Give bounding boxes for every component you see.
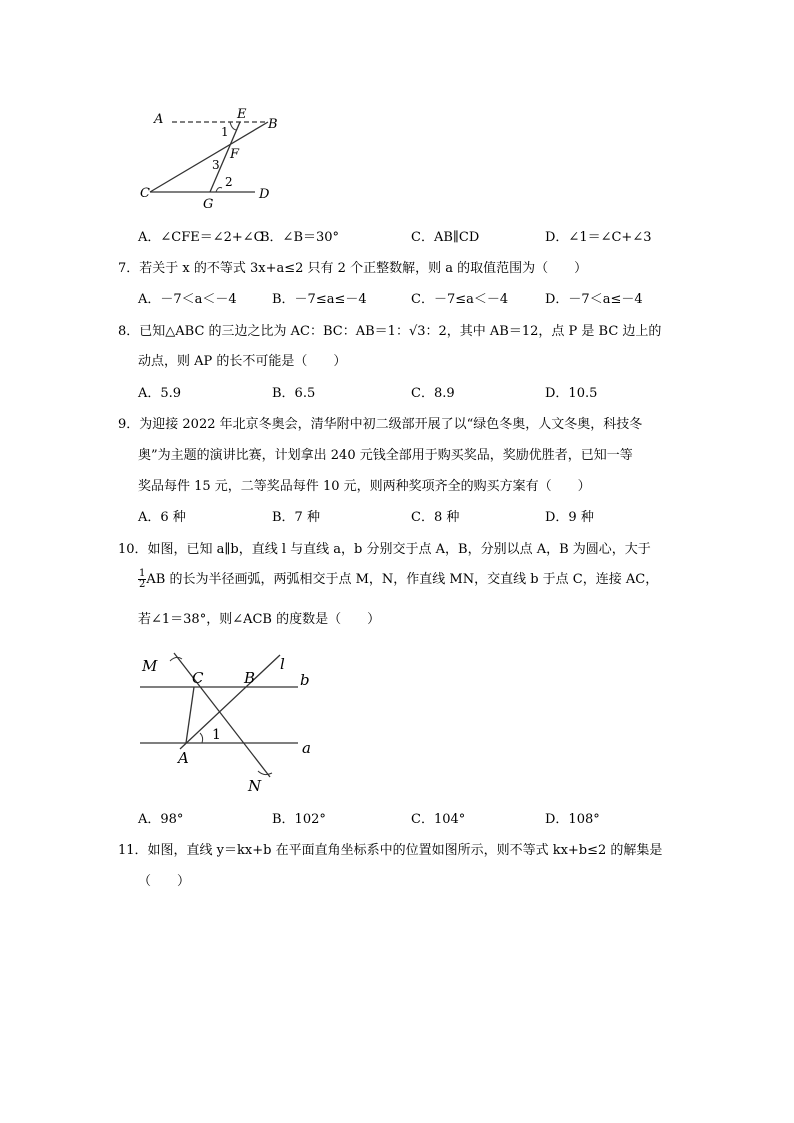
q7-stem: 7．若关于 x 的不等式 3x+a≤2 只有 2 个正整数解，则 a 的取值范围为（ ）	[118, 261, 588, 276]
q8-option-a: A．5.9	[138, 386, 182, 401]
segment-ac	[186, 687, 194, 743]
q10-option-b: B．102°	[272, 812, 326, 827]
q6-option-c: C．AB∥CD	[411, 230, 480, 245]
q7-option-c: C．－7≤a＜－4	[411, 292, 509, 307]
label-m: M	[142, 657, 158, 675]
q9-stem-line3: 奖品每件 15 元，二等奖品每件 10 元，则两种奖项齐全的购买方案有（ ）	[138, 479, 591, 494]
label-c: C	[140, 186, 150, 201]
label-l: l	[280, 655, 285, 673]
label-a: A	[154, 112, 164, 127]
q10-stem-line3: 若∠1＝38°，则∠ACB 的度数是（ ）	[138, 612, 381, 627]
q7-option-b: B．－7≤a≤－4	[272, 292, 367, 307]
label-angle-2: 2	[225, 175, 233, 189]
q9-option-c: C．8 种	[411, 510, 460, 525]
label-line-b: b	[300, 671, 310, 689]
q9-option-a: A．6 种	[138, 510, 186, 525]
angle-1-arc	[200, 733, 203, 743]
label-angle-3: 3	[212, 158, 220, 172]
q11-stem-line1: 11．如图，直线 y＝kx+b 在平面直角坐标系中的位置如图所示，则不等式 kx+b≤2 的解集是	[118, 843, 663, 858]
label-angle-1: 1	[221, 125, 229, 139]
label-b: B	[268, 117, 278, 132]
label-line-a: a	[302, 739, 311, 757]
q10-option-d: D．108°	[545, 812, 600, 827]
q9-stem-line2: 奥”为主题的演讲比赛，计划拿出 240 元钱全部用于购买奖品，奖励优胜者，已知一等	[138, 448, 633, 463]
q8-option-d: D．10.5	[545, 386, 598, 401]
figure-q6	[130, 100, 290, 215]
label-a-point: A	[178, 749, 189, 767]
fraction-one-half: $\frac{1}{2}$	[139, 568, 146, 590]
q10-stem-line2	[138, 568, 658, 592]
q10-stem-line1: 10．如图，已知 a∥b，直线 l 与直线 a，b 分别交于点 A，B，分别以点 A，B 为圆心，大于	[118, 542, 651, 557]
q8-stem-line1: 8．已知△ABC 的三边之比为 AC：BC：AB＝1：√3：2，其中 AB＝12，点 P 是 BC 边上的	[118, 324, 662, 339]
q7-option-a: A．－7＜a＜－4	[138, 292, 237, 307]
figure-q10	[130, 645, 330, 800]
angle-2-arc	[216, 188, 222, 193]
label-angle-1: 1	[212, 727, 221, 743]
q8-option-b: B．6.5	[272, 386, 316, 401]
q6-option-a: A．∠CFE＝∠2+∠C	[138, 230, 264, 245]
q6-option-b: B．∠B＝30°	[260, 230, 340, 245]
label-b-point: B	[244, 669, 256, 687]
q8-option-c: C．8.9	[411, 386, 455, 401]
angle-1-arc	[230, 122, 237, 130]
q7-option-d: D．－7＜a≤－4	[545, 292, 643, 307]
q9-option-d: D．9 种	[545, 510, 594, 525]
label-g: G	[203, 197, 214, 212]
label-f: F	[230, 147, 240, 162]
q11-stem-line2: （ ）	[138, 874, 191, 889]
q9-option-b: B．7 种	[272, 510, 320, 525]
label-c: C	[192, 669, 204, 687]
line-bc	[150, 122, 268, 192]
q10-stem-line2-text: AB 的长为半径画弧，两弧相交于点 M，N，作直线 MN，交直线 b 于点 C，连接 AC，	[146, 572, 659, 587]
label-e: E	[237, 107, 247, 122]
q10-option-c: C．104°	[411, 812, 466, 827]
label-n: N	[248, 777, 262, 795]
q10-option-a: A．98°	[138, 812, 184, 827]
q6-option-d: D．∠1＝∠C+∠3	[545, 230, 652, 245]
q9-stem-line1: 9．为迎接 2022 年北京冬奥会，清华附中初二级部开展了以“绿色冬奥，人文冬奥，科技冬	[118, 417, 643, 432]
label-d: D	[259, 187, 270, 202]
q8-stem-line2: 动点，则 AP 的长不可能是（ ）	[138, 354, 347, 369]
